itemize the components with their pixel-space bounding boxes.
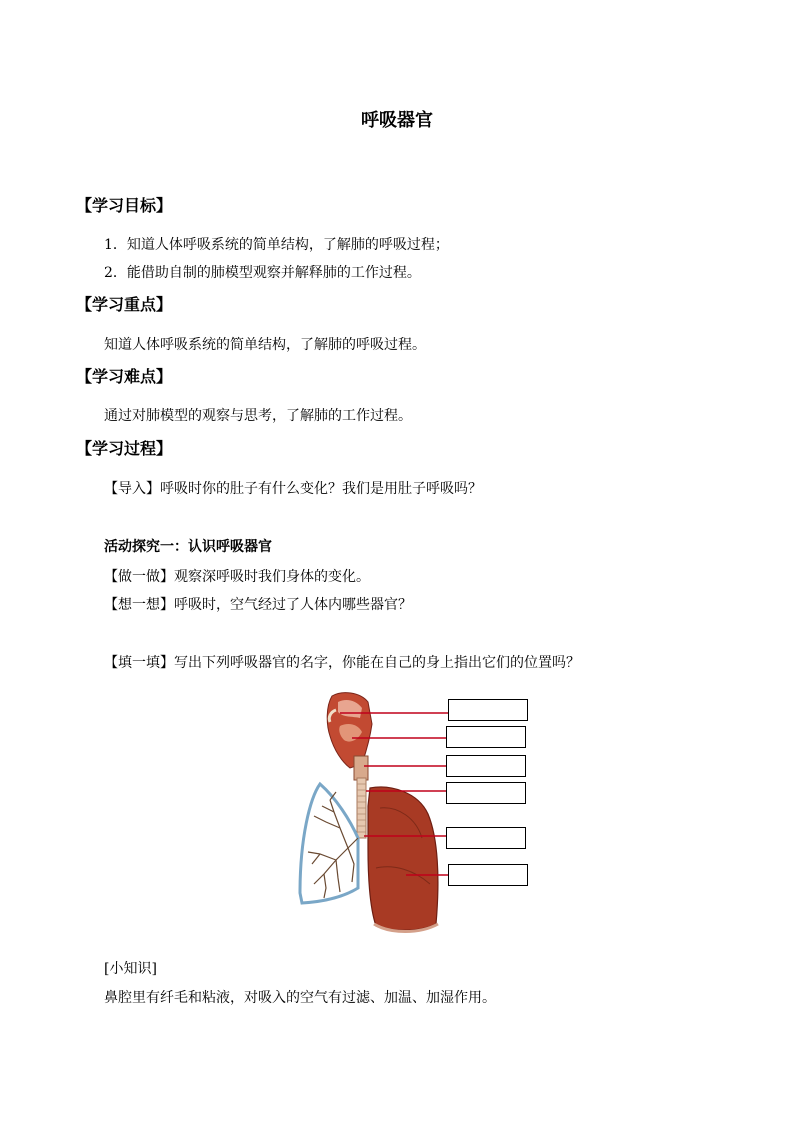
- intro-text: 【导入】呼吸时你的肚子有什么变化？我们是用肚子呼吸吗？: [104, 481, 482, 497]
- page-title: 呼吸器官: [361, 110, 433, 131]
- difficulties-text: 通过对肺模型的观察与思考，了解肺的工作过程。: [104, 408, 412, 424]
- key-points-text: 知道人体呼吸系统的简单结构，了解肺的呼吸过程。: [104, 337, 426, 353]
- objective-item-1: 1．知道人体呼吸系统的简单结构，了解肺的呼吸过程；: [104, 237, 449, 253]
- right-lung-illustration: [368, 787, 438, 930]
- larynx-illustration: [354, 756, 368, 780]
- left-lung-outline: [300, 784, 358, 903]
- activity-title: 活动探究一：认识呼吸器官: [104, 539, 272, 555]
- objectives-heading: 【学习目标】: [76, 196, 173, 215]
- answer-box-1[interactable]: [448, 699, 528, 721]
- think-it-text: 【想一想】呼吸时，空气经过了人体内哪些器官？: [104, 597, 412, 613]
- process-heading: 【学习过程】: [76, 439, 173, 458]
- answer-box-5[interactable]: [446, 827, 526, 849]
- answer-box-4[interactable]: [446, 782, 526, 804]
- objective-item-2: 2．能借助自制的肺模型观察并解释肺的工作过程。: [104, 265, 421, 281]
- tip-label: [小知识]: [104, 961, 157, 977]
- respiratory-system-figure: [290, 688, 535, 933]
- key-points-heading: 【学习重点】: [76, 295, 173, 314]
- do-it-text: 【做一做】观察深呼吸时我们身体的变化。: [104, 569, 370, 585]
- answer-box-3[interactable]: [446, 755, 526, 777]
- difficulties-heading: 【学习难点】: [76, 367, 173, 386]
- fill-in-text: 【填一填】写出下列呼吸器官的名字，你能在自己的身上指出它们的位置吗？: [104, 655, 580, 671]
- answer-box-6[interactable]: [448, 864, 528, 886]
- answer-box-2[interactable]: [446, 726, 526, 748]
- tip-text: 鼻腔里有纤毛和粘液，对吸入的空气有过滤、加温、加湿作用。: [104, 990, 496, 1006]
